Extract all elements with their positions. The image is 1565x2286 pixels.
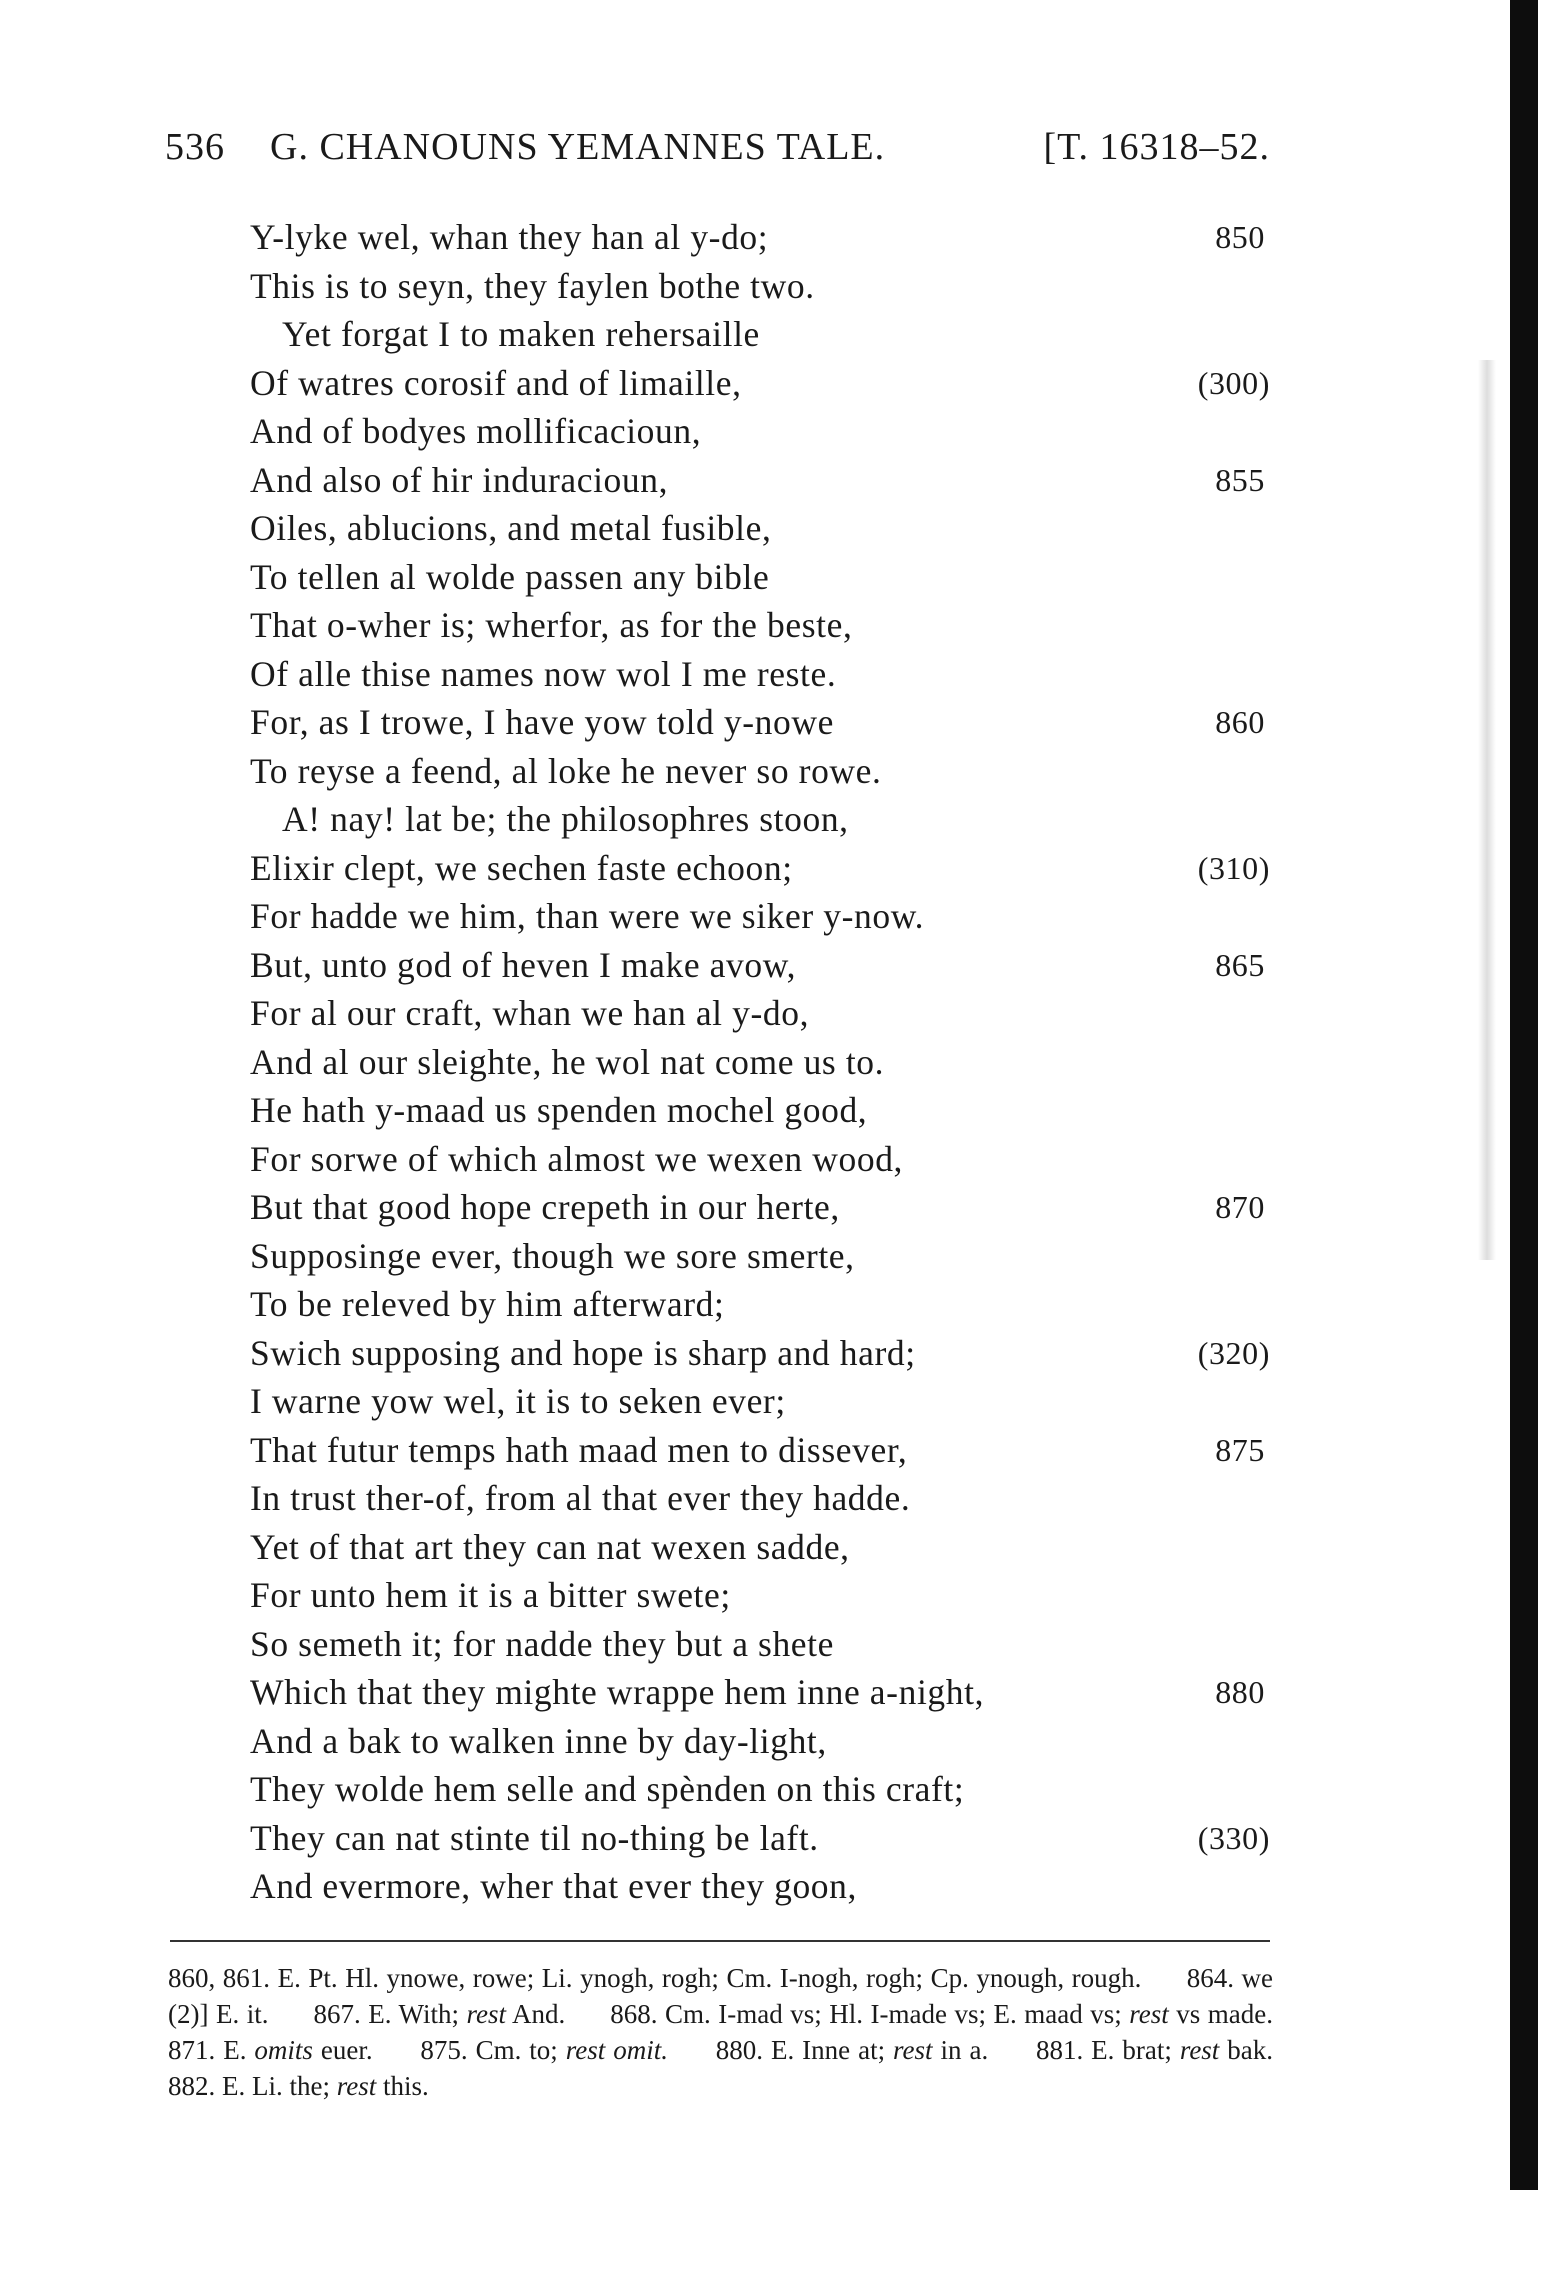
verse-line xyxy=(0,504,1565,553)
verse-line xyxy=(0,1135,1565,1184)
verse-line xyxy=(0,1814,1565,1863)
verse-text: Yet of that art they can nat wexen sadde, xyxy=(250,1526,850,1567)
verse-text: So semeth it; for nadde they but a shete xyxy=(250,1623,834,1664)
verse-line xyxy=(0,1426,1565,1475)
verse-text: And a bak to walken inne by day-light, xyxy=(250,1720,827,1761)
alt-line-number: (300) xyxy=(1197,364,1270,401)
verse-text: They wolde hem selle and spènden on this craft; xyxy=(250,1769,965,1809)
line-reference: [T. 16318–52. xyxy=(1043,126,1270,168)
footnote-segment: 860, 861. E. Pt. Hl. ynowe, rowe; Li. ynogh, rogh; Cm. I-nogh, rogh; Cp. ynough, rough. 864. we (2)] E. it. 867. E. With; xyxy=(168,1963,1280,2029)
verse-line xyxy=(0,310,1565,359)
verse-text: And evermore, wher that ever they goon, xyxy=(250,1866,857,1906)
line-number: 875 xyxy=(1215,1431,1265,1468)
verse-line xyxy=(0,1862,1565,1911)
verse-text: To tellen al wolde passen any bible xyxy=(250,556,770,597)
verse-text: That futur temps hath maad men to dissever, xyxy=(250,1429,908,1470)
verse-text: Yet forgat I to maken rehersaille xyxy=(282,314,760,354)
footnote-italic: rest omit. xyxy=(565,2035,668,2065)
verse-line xyxy=(0,553,1565,602)
verse-text: A! nay! lat be; the philosophres stoon, xyxy=(282,799,849,839)
verse-line xyxy=(0,1571,1565,1620)
alt-line-number: (320) xyxy=(1197,1334,1270,1371)
verse-line xyxy=(0,941,1565,990)
verse-text: In trust ther-of, from al that ever they hadde. xyxy=(250,1478,911,1518)
verse-text: And of bodyes mollificacioun, xyxy=(250,411,702,451)
verse-line xyxy=(0,456,1565,505)
footnote-italic: rest xyxy=(1179,2035,1220,2065)
verse-line xyxy=(0,407,1565,456)
verse-text: Y-lyke wel, whan they han al y-do; xyxy=(250,217,769,257)
footnote-rule xyxy=(170,1940,1270,1942)
line-number: 855 xyxy=(1215,461,1265,498)
verse-line xyxy=(0,1038,1565,1087)
footnote-italic: rest xyxy=(1129,1999,1169,2029)
verse-line xyxy=(0,1717,1565,1766)
alt-line-number: (310) xyxy=(1197,849,1270,886)
verse-text: Supposinge ever, though we sore smerte, xyxy=(250,1235,855,1276)
verse-text: Of alle thise names now wol I me reste. xyxy=(250,653,837,694)
verse-text: And also of hir induracioun, xyxy=(250,459,669,500)
verse-text: For unto hem it is a bitter swete; xyxy=(250,1575,731,1615)
running-title: G. CHANOUNS YEMANNES TALE. xyxy=(270,126,886,168)
verse-line xyxy=(0,601,1565,650)
verse-line xyxy=(0,747,1565,796)
verse-text: For, as I trowe, I have yow told y-nowe xyxy=(250,702,834,742)
verse-text: But that good hope crepeth in our herte, xyxy=(250,1187,840,1227)
verse-text: That o-wher is; wherfor, as for the beste, xyxy=(250,605,853,645)
line-number: 870 xyxy=(1215,1189,1265,1225)
verse-text: Oiles, ablucions, and metal fusible, xyxy=(250,508,772,548)
verse-text: This is to seyn, they faylen bothe two. xyxy=(250,265,815,306)
footnote-text xyxy=(168,1960,1314,2104)
running-header xyxy=(165,125,1270,175)
verse-line xyxy=(0,698,1565,747)
verse-line xyxy=(0,213,1565,262)
footnote-segment: bak. 882. E. Li. the; xyxy=(168,2035,1314,2101)
verse-text: Swich supposing and hope is sharp and hard; xyxy=(250,1332,916,1373)
verse-line xyxy=(0,650,1565,699)
footnote-segment: vs made. 871. E. xyxy=(168,1999,1314,2065)
page-number: 536 xyxy=(165,126,225,168)
verse-line xyxy=(0,1086,1565,1135)
verse-text: He hath y-maad us spenden mochel good, xyxy=(250,1090,868,1130)
footnote-segment: in a. 881. E. brat; xyxy=(932,2035,1180,2065)
footnote-segment: 880. E. Inne at; xyxy=(667,2035,894,2065)
verse-line xyxy=(0,1668,1565,1717)
verse-line xyxy=(0,892,1565,941)
footnote-italic: omits xyxy=(254,2035,313,2065)
footnotes xyxy=(168,1960,1314,2104)
footnote-italic: rest xyxy=(336,2071,377,2101)
verse-text: Elixir clept, we sechen faste echoon; xyxy=(250,847,793,888)
line-number: 880 xyxy=(1215,1674,1265,1710)
verse-line xyxy=(0,1620,1565,1669)
verse-line xyxy=(0,1232,1565,1281)
footnote-italic: rest xyxy=(466,1999,506,2029)
verse-text: To reyse a feend, al loke he never so rowe. xyxy=(250,750,882,791)
verse-text: For sorwe of which almost we wexen wood, xyxy=(250,1138,904,1179)
verse-line xyxy=(0,1765,1565,1814)
verse-line xyxy=(0,989,1565,1038)
verse-line xyxy=(0,1329,1565,1378)
alt-line-number: (330) xyxy=(1197,1819,1270,1856)
footnote-segment: And. 868. Cm. I-mad vs; Hl. I-made vs; E. maad vs; xyxy=(505,1999,1130,2029)
verse-text: But, unto god of heven I make avow, xyxy=(250,944,797,985)
poem-body xyxy=(0,213,1565,1911)
verse-line xyxy=(0,1523,1565,1572)
footnote-italic: rest xyxy=(893,2035,933,2065)
verse-text: And al our sleighte, he wol nat come us to. xyxy=(250,1041,885,1082)
footnote-segment: euer. 875. Cm. to; xyxy=(312,2035,566,2065)
verse-line xyxy=(0,795,1565,844)
verse-text: For hadde we him, than were we siker y-now. xyxy=(250,896,925,936)
verse-text: Which that they mighte wrappe hem inne a-night, xyxy=(250,1672,985,1712)
line-number: 850 xyxy=(1215,219,1265,255)
verse-line xyxy=(0,262,1565,311)
verse-line xyxy=(0,1377,1565,1426)
footnote-segment: this. xyxy=(376,2071,429,2101)
verse-line xyxy=(0,359,1565,408)
verse-text: Of watres corosif and of limaille, xyxy=(250,362,742,403)
verse-text: They can nat stinte til no-thing be laft. xyxy=(250,1817,819,1858)
line-number: 860 xyxy=(1215,704,1265,740)
verse-line xyxy=(0,844,1565,893)
verse-line xyxy=(0,1183,1565,1232)
verse-text: For al our craft, whan we han al y-do, xyxy=(250,993,810,1033)
verse-text: I warne yow wel, it is to seken ever; xyxy=(250,1381,786,1421)
line-number: 865 xyxy=(1215,946,1265,983)
verse-line xyxy=(0,1474,1565,1523)
verse-text: To be releved by him afterward; xyxy=(250,1284,725,1324)
verse-line xyxy=(0,1280,1565,1329)
